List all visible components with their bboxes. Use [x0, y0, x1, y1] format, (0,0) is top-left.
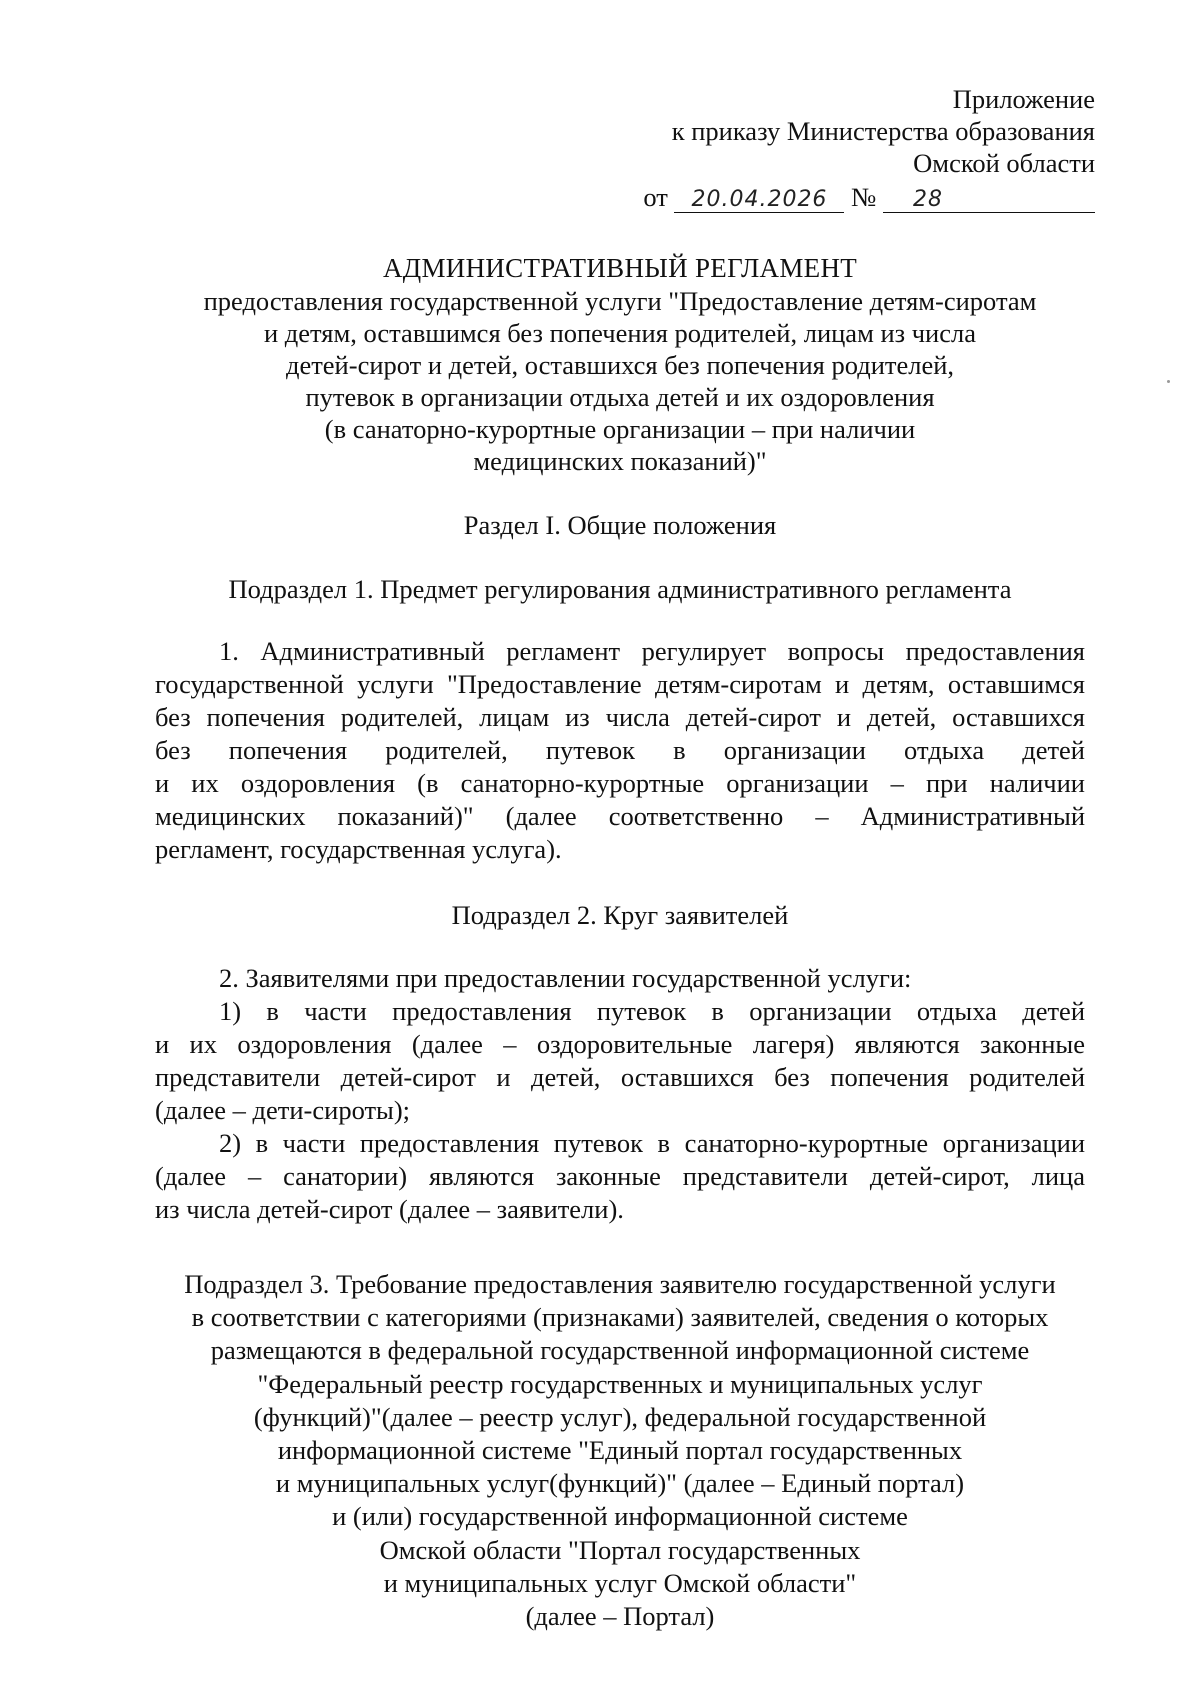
paragraph-1 — [155, 635, 1085, 866]
list-item-line: 2) в части предоставления путевок в санаторно-курортные организации — [219, 1128, 1085, 1158]
heading-line: в соответствии с категориями (признаками) заявителей, сведения о которых — [191, 1302, 1049, 1333]
approval-region: Омской области — [913, 148, 1095, 178]
heading-line: и муниципальных услуг(функций)" (далее – Единый портал) — [275, 1468, 965, 1499]
approval-order: к приказу Министерства образования — [671, 116, 1095, 146]
paragraph-line: и их оздоровления (в санаторно-курортные организации – при наличии — [155, 768, 1085, 798]
paragraph-line: 1. Административный регламент регулирует вопросы предоставления — [219, 636, 1085, 666]
paragraph-line: 2. Заявителями при предоставлении государственной услуги: — [219, 963, 912, 993]
heading-line: Омской области "Портал государственных — [379, 1534, 861, 1565]
paragraph-line: регламент, государственная услуга). — [155, 834, 562, 864]
paragraph-line: без попечения родителей, лицам из числа детей-сирот и детей, оставшихся — [155, 702, 1085, 732]
list-item-line: (далее – санатории) являются законные представители детей-сирот, лица — [155, 1161, 1085, 1191]
list-item-line: и их оздоровления (далее – оздоровительные лагеря) являются законные — [155, 1029, 1085, 1059]
heading-line: и муниципальных услуг Омской области" — [383, 1567, 857, 1598]
heading-line: информационной системе "Единый портал государственных — [277, 1435, 963, 1466]
handwritten-date: 20.04.2026 — [674, 188, 844, 213]
subsection-1-heading: Подраздел 1. Предмет регулирования административного регламента — [228, 574, 1012, 604]
document-title — [150, 252, 1090, 477]
title-line: медицинских показаний)" — [473, 446, 767, 476]
heading-line: и (или) государственной информационной системе — [332, 1501, 908, 1532]
list-item-line: из числа детей-сирот (далее – заявители). — [155, 1194, 624, 1224]
section-1-heading: Раздел I. Общие положения — [463, 510, 777, 540]
title-main: АДМИНИСТРАТИВНЫЙ РЕГЛАМЕНТ — [382, 253, 858, 283]
title-line: детей-сирот и детей, оставшихся без попечения родителей, — [285, 350, 955, 380]
heading-line: размещаются в федеральной государственной информационной системе — [210, 1335, 1030, 1366]
paragraph-line: без попечения родителей, путевок в организации отдыха детей — [155, 735, 1085, 765]
list-item-line: (далее – дети-сироты); — [155, 1095, 411, 1125]
paragraph-line: государственной услуги "Предоставление детям-сиротам и детям, оставшимся — [155, 669, 1085, 699]
handwritten-number: 28 — [883, 188, 1095, 213]
title-line: путевок в организации отдыха детей и их оздоровления — [305, 382, 935, 412]
subsection-3-heading — [150, 1268, 1090, 1633]
paragraph-line: медицинских показаний)" (далее соответственно – Административный — [155, 801, 1085, 831]
number-prefix: № — [851, 182, 877, 212]
approval-title: Приложение — [952, 84, 1095, 114]
approval-date-number-line — [643, 181, 1095, 213]
heading-line: "Федеральный реестр государственных и муниципальных услуг — [257, 1368, 983, 1399]
date-prefix: от — [643, 182, 668, 212]
scan-speck — [1167, 380, 1170, 383]
paragraph-2 — [155, 962, 1085, 1226]
list-item-line: представители детей-сирот и детей, оставшихся без попечения родителей — [155, 1062, 1085, 1092]
title-line: предоставления государственной услуги "Предоставление детям-сиротам — [203, 286, 1037, 316]
list-item-line: 1) в части предоставления путевок в организации отдыха детей — [219, 996, 1085, 1026]
heading-line: Подраздел 3. Требование предоставления заявителю государственной услуги — [184, 1269, 1056, 1299]
heading-line: (далее – Портал) — [525, 1601, 715, 1632]
heading-line: (функций)"(далее – реестр услуг), федеральной государственной — [253, 1401, 987, 1432]
subsection-2-heading: Подраздел 2. Круг заявителей — [451, 900, 789, 930]
approval-block — [643, 83, 1095, 213]
title-line: (в санаторно-курортные организации – при наличии — [324, 414, 916, 444]
title-line: и детям, оставшимся без попечения родителей, лицам из числа — [263, 318, 976, 348]
